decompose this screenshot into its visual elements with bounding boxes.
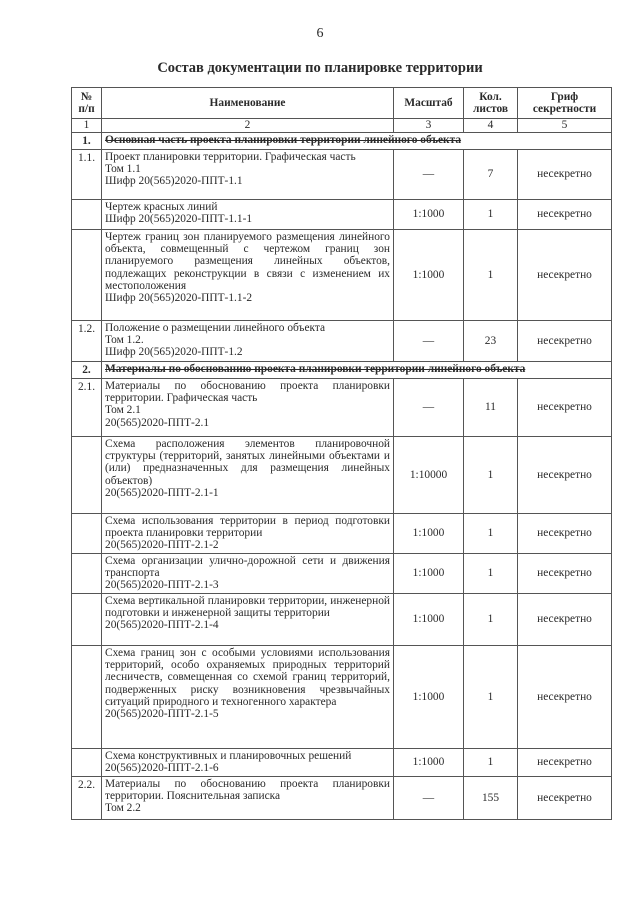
document-title-line: Схема границ зон с особыми условиями использования территорий, особо охраняемых природных территорий лесничеств, совмещенная со схемой границ территорий, подверженных риску возникновения чрезвычайных ситуаций природного и техногенного характера [105,647,390,708]
document-name [102,321,394,362]
document-title-line: Схема конструктивных и планировочных решений [105,750,352,762]
table-row [72,150,612,200]
document-name [102,437,394,514]
header-name: Наименование [102,88,394,119]
sheets-cell: 23 [464,321,518,362]
document-code-line: Шифр 20(565)2020-ППТ-1.1-1 [105,213,253,226]
document-code-line: Том 1.2. [105,334,144,347]
document-code-line: 20(565)2020-ППТ-2.1-1 [105,486,219,499]
secrecy-cell: несекретно [518,200,612,230]
document-code-line: Шифр 20(565)2020-ППТ-1.2 [105,346,243,359]
document-title-line: Положение о размещении линейного объекта [105,322,326,334]
document-name [102,230,394,321]
document-name [102,777,394,820]
document-code-line: 20(565)2020-ППТ-2.1-2 [105,539,219,552]
column-index: 2 [102,119,394,133]
table-row [72,777,612,820]
row-number [72,594,102,646]
documentation-table [71,87,612,820]
document-code-line: Шифр 20(565)2020-ППТ-1.1-2 [105,292,253,305]
secrecy-cell: несекретно [518,777,612,820]
sheets-cell: 1 [464,594,518,646]
document-title-line: Схема организации улично-дорожной сети и движения транспорта [105,555,390,580]
document-name [102,379,394,437]
secrecy-cell: несекретно [518,749,612,777]
table-row [72,594,612,646]
table-row [72,200,612,230]
row-number: 1.2. [72,321,102,362]
scale-cell: — [394,379,464,437]
header-scale: Масштаб [394,88,464,119]
document-name [102,646,394,749]
document-title-line: Проект планировки территории. Графическая часть [105,151,356,163]
document-code-line: Том 2.1 [105,404,141,417]
secrecy-cell: несекретно [518,150,612,200]
row-number [72,646,102,749]
column-index: 1 [72,119,102,133]
document-name [102,749,394,777]
sheets-cell: 11 [464,379,518,437]
table-row [72,749,612,777]
document-code-line: Том 1.1 [105,163,141,176]
header-secrecy: Гриф секретности [518,88,612,119]
sheets-cell: 7 [464,150,518,200]
document-code-line: 20(565)2020-ППТ-2.1 [105,416,210,429]
column-index: 5 [518,119,612,133]
column-index-row [72,119,612,133]
secrecy-cell: несекретно [518,594,612,646]
scale-cell: 1:1000 [394,749,464,777]
section-row [72,133,612,150]
secrecy-cell: несекретно [518,437,612,514]
sheets-cell: 1 [464,554,518,594]
scale-cell: 1:1000 [394,230,464,321]
document-name [102,514,394,554]
sheets-cell: 1 [464,646,518,749]
document-name [102,150,394,200]
document-title: Состав документации по планировке территории [157,60,483,76]
sheets-cell: 1 [464,437,518,514]
row-number: 2.1. [72,379,102,437]
secrecy-cell: несекретно [518,379,612,437]
document-title-line: Чертеж красных линий [105,201,218,213]
document-code-line: 20(565)2020-ППТ-2.1-3 [105,579,219,592]
sheets-cell: 1 [464,230,518,321]
document-code-line: Шифр 20(565)2020-ППТ-1.1 [105,175,243,188]
table-row [72,646,612,749]
scale-cell: 1:1000 [394,200,464,230]
sheets-cell: 155 [464,777,518,820]
sheets-cell: 1 [464,749,518,777]
row-number: 2.2. [72,777,102,820]
document-name [102,200,394,230]
section-row [72,362,612,379]
row-number [72,514,102,554]
row-number: 1.1. [72,150,102,200]
column-index: 4 [464,119,518,133]
row-number [72,554,102,594]
document-title-line: Схема использования территории в период подготовки проекта планировки территории [105,515,390,540]
sheets-cell: 1 [464,200,518,230]
document-name [102,554,394,594]
scale-cell: 1:1000 [394,646,464,749]
document-title-line: Схема расположения элементов планировочной структуры (территорий, занятых линейными объектами и (или) предназначенных для размещения линейных объектов) [105,438,390,487]
scale-cell: 1:1000 [394,554,464,594]
row-number: 2. [72,362,102,379]
scale-cell: 1:1000 [394,514,464,554]
table-row [72,321,612,362]
section-title: Основная часть проекта планировки территории линейного объекта [102,133,612,150]
document-title-line: Схема вертикальной планировки территории, инженерной подготовки и инженерной защиты территории [105,595,390,620]
document-code-line: Том 2.2 [105,802,141,815]
table-row [72,230,612,321]
row-number [72,230,102,321]
scale-cell: — [394,150,464,200]
scale-cell: — [394,321,464,362]
secrecy-cell: несекретно [518,230,612,321]
row-number [72,437,102,514]
document-title-line: Чертеж границ зон планируемого размещения линейного объекта, совмещенный с чертежом границ зон планируемого размещения линейных объектов, подлежащих реконструкции в связи с изменением их местоположения [105,231,390,292]
column-index: 3 [394,119,464,133]
sheets-cell: 1 [464,514,518,554]
section-title: Материалы по обоснованию проекта планировки территории линейного объекта [102,362,612,379]
table-row [72,379,612,437]
document-code-line: 20(565)2020-ППТ-2.1-5 [105,708,219,721]
row-number [72,200,102,230]
secrecy-cell: несекретно [518,321,612,362]
scale-cell: — [394,777,464,820]
table-row [72,514,612,554]
secrecy-cell: несекретно [518,554,612,594]
document-code-line: 20(565)2020-ППТ-2.1-6 [105,762,219,775]
document-title-line: Материалы по обоснованию проекта планировки территории. Графическая часть [105,380,390,405]
document-title-line: Материалы по обоснованию проекта планировки территории. Пояснительная записка [105,778,390,803]
document-code-line: 20(565)2020-ППТ-2.1-4 [105,619,219,632]
table-body [72,133,612,820]
row-number [72,749,102,777]
row-number: 1. [72,133,102,150]
secrecy-cell: несекретно [518,646,612,749]
header-sheets: Кол. листов [464,88,518,119]
secrecy-cell: несекретно [518,514,612,554]
document-name [102,594,394,646]
scale-cell: 1:10000 [394,437,464,514]
table-row [72,437,612,514]
page-number: 6 [316,26,324,41]
scale-cell: 1:1000 [394,594,464,646]
header-num: № п/п [72,88,102,119]
table-row [72,554,612,594]
